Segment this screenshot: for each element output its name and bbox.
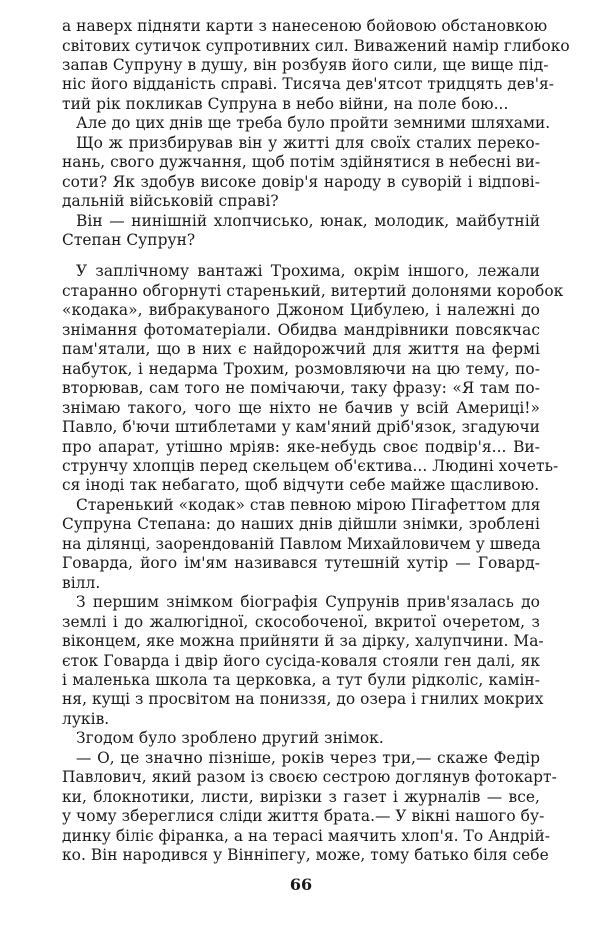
text-line: нань, свого дужчання, щоб потім здійнятися в небесні ви- bbox=[62, 153, 541, 172]
text-line: Павло, б'ючи штиблетами у кам'яний дріб'язок, згадуючи bbox=[62, 418, 540, 436]
text-line: пам'ятали, що в них є найдорожчий для життя на фермі bbox=[62, 340, 540, 359]
text-line: У заплічному вантажі Трохима, окрім іншого, лежали bbox=[76, 262, 540, 281]
text-line: тий рік покликав Супруна в небо війни, на поле бою... bbox=[62, 94, 509, 113]
text-line: а наверх підняти карти з нанесеною бойовою обстановкою bbox=[62, 17, 548, 35]
text-line: вілл. bbox=[62, 573, 101, 592]
text-line: — О, це значно пізніше, років через три,— скаже Федір bbox=[76, 748, 540, 767]
text-line: ніс його відданість справі. Тисяча дев'ятсот тридцять дев'я- bbox=[62, 75, 554, 94]
text-line: Згодом було зроблено другий знімок. bbox=[76, 729, 384, 748]
text-line: луків. bbox=[62, 709, 110, 728]
text-line: світових сутичок супротивних сил. Виважений намір глибоко bbox=[62, 36, 570, 55]
text-line: ня, кущі з просвітом на пониззя, до озера і гнилих мокрих bbox=[62, 690, 544, 709]
text-line: дальній військовій справі? bbox=[62, 192, 279, 211]
text-line: З першим знімком біографія Супрунів прив'язалась до bbox=[76, 593, 540, 612]
text-line: Павлович, який разом із своєю сестрою доглянув фотокарт- bbox=[62, 768, 557, 787]
text-line: на ділянці, заорендованій Павлом Михайловичем у шведа bbox=[62, 534, 541, 553]
text-line: Степан Супрун? bbox=[62, 231, 196, 249]
text-line: Але до цих днів ще треба було пройти земними шляхами. bbox=[76, 114, 551, 133]
text-line: Супруна Степана: до наших днів дійшли знімки, зроблені bbox=[62, 515, 540, 534]
text-line: у чому збереглися сліди життя брата.— У вікні нашого бу- bbox=[62, 807, 545, 826]
book-page bbox=[62, 0, 570, 929]
text-line: старанно обгорнуті старенький, витертий долонями коробок bbox=[62, 281, 564, 300]
text-line: струнчу хлопців перед скельцем об'єктива... Людині хочеть- bbox=[62, 457, 559, 475]
text-line: набуток, і недарма Трохим, розмовляючи на цю тему, по- bbox=[62, 359, 540, 378]
text-line: знімаю такого, чого ще ніхто не бачив у всій Америці!» bbox=[62, 398, 540, 417]
page-number: 66 bbox=[289, 875, 313, 894]
text-line: динку біліє фіранка, а на терасі маячить хлоп'я. То Андрій- bbox=[62, 826, 551, 845]
text-line: і маленька школа та церковка, а тут були рідколіс, камін- bbox=[62, 670, 540, 689]
text-line: «кодака», вибракуваного Джоном Цибулею, і належні до bbox=[62, 301, 540, 320]
text-line: запав Супруну в душу, він розбуяв його сили, ще вище під- bbox=[62, 55, 549, 74]
text-line: ко. Він народився у Вінніпегу, може, тому батько біля себе bbox=[62, 846, 549, 864]
text-line: ся іноді так небагато, щоб відчути себе майже щасливою. bbox=[62, 476, 540, 495]
text-line: Старенький «кодак» став певною мірою Пігафеттом для bbox=[76, 495, 541, 514]
text-line: землі і до жалюгідної, скособоченої, вкритої очеретом, з bbox=[62, 612, 540, 631]
text-line: Що ж призбирував він у житті для своїх сталих переко- bbox=[76, 133, 540, 152]
text-line: віконцем, яке можна прийняти й за дірку, халупчини. Ма- bbox=[62, 632, 544, 650]
text-line: Говарда, його ім'ям називався тутешній хутір — Говард- bbox=[62, 554, 540, 573]
text-line: вторював, сам того не помічаючи, таку фразу: «Я там по- bbox=[62, 379, 540, 398]
text-line: про апарат, утішно мріяв: яке-небудь своє подвір'я... Ви- bbox=[62, 437, 540, 456]
text-line: Він — нинішній хлопчисько, юнак, молодик, майбутній bbox=[76, 211, 540, 230]
text-line: знімання фотоматеріали. Обидва мандрівники повсякчас bbox=[62, 320, 540, 339]
text-line: ки, блокнотики, листи, вирізки з газет і журналів — все, bbox=[62, 787, 540, 806]
text-line: єток Говарда і двір його сусіда-коваля стояли ген далі, як bbox=[62, 651, 540, 670]
text-line: соти? Як здобув високе довір'я народу в суворій і відпові- bbox=[62, 172, 540, 191]
